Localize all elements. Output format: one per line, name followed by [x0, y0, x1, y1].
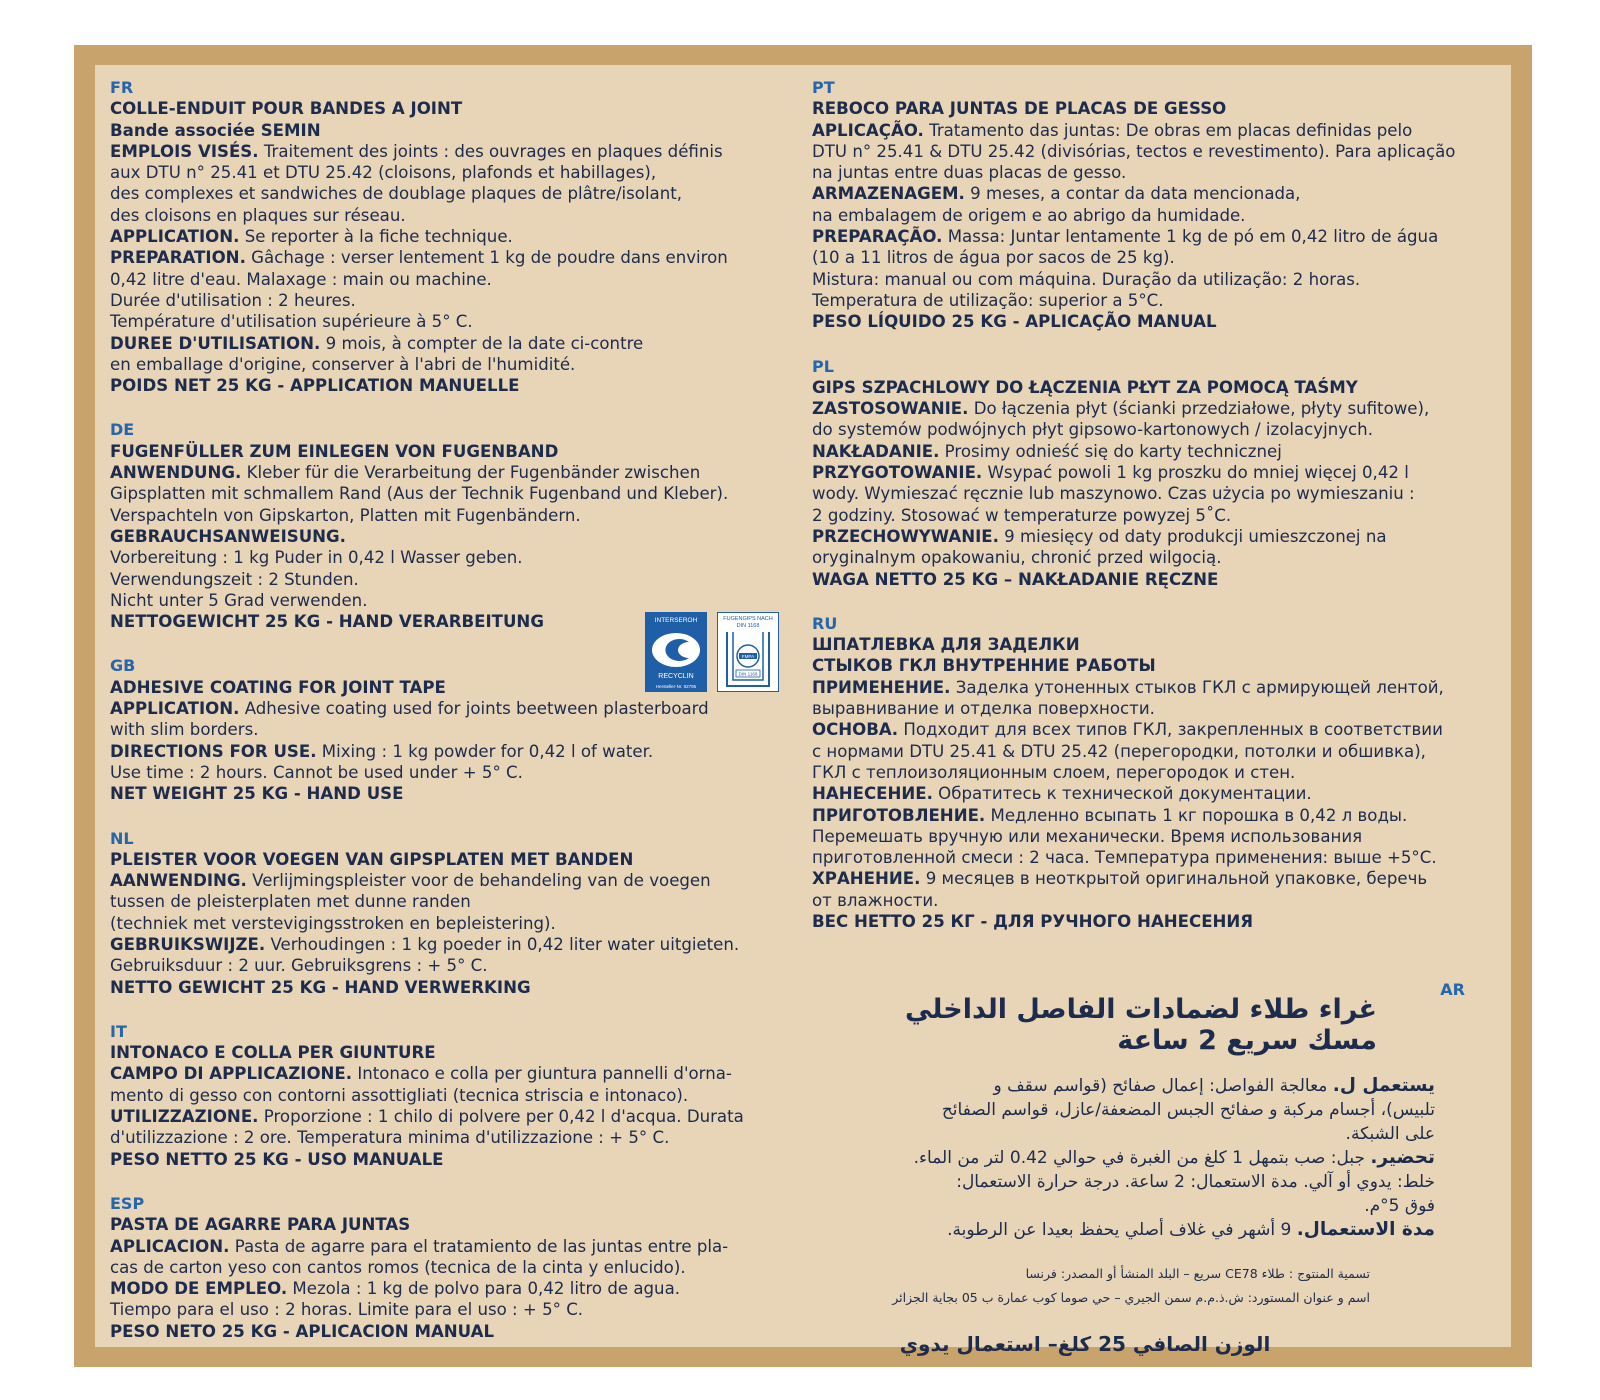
section-title: COLLE-ENDUIT POUR BANDES A JOINT [110, 99, 463, 119]
text-line: Mistura: manual ou com máquina. Duração da utilização: 2 horas. [812, 269, 1361, 289]
logo-text: RECYCLIN [658, 673, 694, 680]
right-column [812, 77, 1492, 955]
text-line: Gipsplatten mit schmallem Rand (Aus der Technik Fugenband und Kleber). [110, 484, 729, 504]
section-title: غراء طلاء لضمادات الفاصل الداخلي [904, 994, 1377, 1025]
text-line: فوق 5°م. [1364, 1196, 1435, 1216]
text-line: oryginalnym opakowaniu, chronić przed wilgocią. [812, 548, 1222, 568]
language-code: DE [110, 420, 135, 440]
section-ru [812, 613, 1492, 932]
language-code: PL [812, 356, 834, 376]
text-line: Use time : 2 hours. Cannot be used under + 5° C. [110, 762, 523, 782]
text-line: wody. Wymieszać ręcznie lub maszynowo. Czas użycia po wymieszaniu : [812, 484, 1415, 504]
section-title: INTONACO E COLLA PER GIUNTURE [110, 1043, 436, 1063]
section-title: مسك سريع 2 ساعة [1117, 1025, 1377, 1056]
section-title: СТЫКОВ ГКЛ ВНУТРЕННИЕ РАБОТЫ [812, 656, 1156, 676]
text-line: ПРИГОТОВЛЕНИЕ. Медленно всыпать 1 кг порошка в 0,42 л воды. [812, 805, 1408, 825]
text-line: مدة الاستعمال. 9 أشهر في غلاف أصلي يحفظ بعيدا عن الرطوبة. [947, 1219, 1435, 1240]
text-line: Nicht unter 5 Grad verwenden. [110, 590, 368, 610]
text-line: تحضير. جبل: صب بتمهل 1 كلغ من الغبرة في حوالي 0.42 لتر من الماء. [913, 1147, 1435, 1168]
text-line: НАНЕСЕНИЕ. Обратитесь к технической документации. [812, 784, 1312, 804]
text-line: يستعمل ل. معالجة الفواصل: إعمال صفائح (قواسم سقف و [993, 1075, 1435, 1096]
fugengips-din-logo [717, 612, 779, 692]
text-line: aux DTU n° 25.41 et DTU 25.42 (cloisons, plafonds et habillages), [110, 163, 657, 183]
net-weight: NETTO GEWICHT 25 KG - HAND VERWERKING [110, 977, 531, 997]
text-line: PRZECHOWYWANIE. 9 miesięcy od daty produkcji umieszczonej na [812, 526, 1387, 546]
section-subtitle: Bande associée SEMIN [110, 120, 321, 140]
text-line: от влажности. [812, 890, 939, 910]
text-line: ANWENDUNG. Kleber für die Verarbeitung der Fugenbänder zwischen [110, 463, 701, 483]
text-line: APLICACION. Pasta de agarre para el tratamiento de las juntas entre pla- [110, 1236, 729, 1256]
net-weight: PESO NETTO 25 KG - USO MANUALE [110, 1149, 444, 1169]
text-line: NAKŁADANIE. Prosimy odnieść się do karty technicznej [812, 441, 1282, 461]
text-line: Température d'utilisation supérieure à 5° C. [110, 312, 473, 332]
left-column [110, 77, 800, 1365]
text-line: na juntas entre duas placas de gesso. [812, 163, 1127, 183]
text-line: APPLICATION. Se reporter à la fiche technique. [110, 227, 513, 247]
language-code: AR [1440, 980, 1465, 999]
text-line: ХРАНЕНИЕ. 9 месяцев в неоткрытой оригинальной упаковке, беречь [812, 869, 1428, 889]
section-pt [812, 77, 1492, 333]
text-line: AANWENDING. Verlijmingspleister voor de behandeling van de voegen [110, 871, 711, 891]
text-line: PREPARATION. Gâchage : verser lentement 1 kg de poudre dans environ [110, 248, 728, 268]
text-line: (techniek met verstevigingsstroken en bepleistering). [110, 913, 556, 933]
section-title: ШПАТЛЕВКА ДЛЯ ЗАДЕЛКИ [812, 635, 1080, 655]
text-line: do systemów podwójnych płyt gipsowo-kartonowych / izolacyjnych. [812, 420, 1373, 440]
section-ar [815, 980, 1495, 1356]
text-line: خلط: يدوي أو آلي. مدة الاستعمال: 2 ساعة. درجة حرارة الاستعمال: [956, 1172, 1435, 1192]
net-weight: الوزن الصافي 25 كلغ– استعمال يدوي [899, 1332, 1271, 1356]
text-line: mento di gesso con contorni assottigliati (tecnica striscia e intonaco). [110, 1085, 689, 1105]
logo-text: FUGENGIPS NACH [723, 616, 773, 622]
language-code: IT [110, 1021, 127, 1041]
text-line: تلبيس)، أجسام مركبة و صفائح الجبس المضعفة/عازل، قواسم الصفائح [941, 1100, 1435, 1120]
section-esp [110, 1193, 800, 1342]
certification-logos [645, 612, 779, 692]
text-line: UTILIZZAZIONE. Proporzione : 1 chilo di polvere per 0,42 l d'acqua. Durata [110, 1107, 744, 1127]
text-line: ГКЛ с теплоизоляционным слоем, перегородок и стен. [812, 762, 1296, 782]
language-code: NL [110, 828, 134, 848]
section-it [110, 1021, 800, 1170]
text-line: على الشبكة. [1345, 1124, 1435, 1144]
net-weight: PESO NETO 25 KG - APLICACION MANUAL [110, 1321, 495, 1341]
text-line: GEBRUIKSWIJZE. Verhoudingen : 1 kg poeder in 0,42 liter water uitgieten. [110, 934, 740, 954]
logo-text: DIN 1168 [738, 671, 758, 677]
text-line: Перемешать вручную или механически. Время использования [812, 826, 1363, 846]
net-weight: WAGA NETTO 25 KG – NAKŁADANIE RĘCZNE [812, 569, 1219, 589]
text-line: Verwendungszeit : 2 Stunden. [110, 569, 359, 589]
net-weight: ВЕС НЕТТО 25 КГ - ДЛЯ РУЧНОГО НАНЕСЕНИЯ [812, 911, 1254, 931]
language-code: GB [110, 656, 136, 676]
label-frame [74, 45, 1532, 1367]
text-line: PREPARAÇÃO. Massa: Juntar lentamente 1 kg de pó em 0,42 litro de água [812, 227, 1439, 247]
section-title: REBOCO PARA JUNTAS DE PLACAS DE GESSO [812, 99, 1227, 119]
label-panel [95, 65, 1511, 1356]
text-line: GEBRAUCHSANWEISUNG. [110, 526, 346, 546]
text-line: ОСНОВА. Подходит для всех типов ГКЛ, закрепленных в соответствии [812, 720, 1443, 740]
text-line: приготовленной смеси : 2 часа. Температура применения: выше +5°С. [812, 848, 1437, 868]
text-line: Vorbereitung : 1 kg Puder in 0,42 l Wasser geben. [110, 548, 523, 568]
ar-product-info [815, 1262, 1435, 1310]
text-line: PRZYGOTOWANIE. Wsypać powoli 1 kg proszku do mniej więcej 0,42 l [812, 463, 1409, 483]
text-line: ARMAZENAGEM. 9 meses, a contar da data mencionada, [812, 184, 1301, 204]
text-line: Durée d'utilisation : 2 heures. [110, 290, 356, 310]
section-title: GIPS SZPACHLOWY DO ŁĄCZENIA PŁYT ZA POMOCĄ TAŚMY [812, 377, 1358, 397]
section-title: ADHESIVE COATING FOR JOINT TAPE [110, 677, 446, 697]
language-code: ESP [110, 1193, 145, 1213]
section-nl [110, 828, 800, 998]
logo-text: INTERSEROH [654, 617, 698, 624]
section-title: FUGENFÜLLER ZUM EINLEGEN VON FUGENBAND [110, 441, 559, 461]
net-weight: PESO LÍQUIDO 25 KG - APLICAÇÃO MANUAL [812, 312, 1217, 332]
logo-text: FMPA [741, 654, 755, 659]
text-line: 0,42 litre d'eau. Malaxage : main ou machine. [110, 269, 492, 289]
text-line: с нормами DTU 25.41 & DTU 25.42 (перегородки, потолки и обшивка), [812, 741, 1426, 761]
text-line: APPLICATION. Adhesive coating used for joints beetween plasterboard [110, 699, 709, 719]
text-line: DIRECTIONS FOR USE. Mixing : 1 kg powder for 0,42 l of water. [110, 741, 654, 761]
text-line: (10 a 11 litros de água por sacos de 25 kg). [812, 248, 1175, 268]
language-code: RU [812, 613, 838, 633]
text-line: ПРИМЕНЕНИЕ. Заделка утоненных стыков ГКЛ с армирующей лентой, [812, 677, 1444, 697]
text-line: with slim borders. [110, 720, 259, 740]
text-line: des complexes et sandwiches de doublage plaques de plâtre/isolant, [110, 184, 683, 204]
text-line: cas de carton yeso con cantos romos (tecnica de la cinta y enlucido). [110, 1257, 686, 1277]
text-line: APLICAÇÃO. Tratamento das juntas: De obras em placas definidas pelo [812, 120, 1413, 140]
interseroh-recyclin-logo [645, 612, 707, 692]
section-pl [812, 356, 1492, 590]
text-line: tussen de pleisterplaten met dunne randen [110, 892, 471, 912]
text-line: DUREE D'UTILISATION. 9 mois, à compter de la date ci-contre [110, 333, 644, 353]
ar-content [815, 980, 1495, 1356]
text-line: Tiempo para el uso : 2 horas. Limite para el uso : + 5° C. [110, 1300, 584, 1320]
text-line: تسمية المنتوج : طلاء CE78 سريع – البلد المنشأ أو المصدر: فرنسا [1025, 1266, 1370, 1281]
text-line: Verspachteln von Gipskarton, Platten mit Fugenbändern. [110, 505, 581, 525]
text-line: CAMPO DI APPLICAZIONE. Intonaco e colla per giuntura pannelli d'orna- [110, 1064, 732, 1084]
text-line: EMPLOIS VISÉS. Traitement des joints : des ouvrages en plaques définis [110, 141, 723, 161]
section-fr [110, 77, 800, 396]
language-code: PT [812, 78, 835, 97]
text-line: Temperatura de utilização: superior a 5°C. [812, 290, 1164, 310]
text-line: en emballage d'origine, conserver à l'abri de l'humidité. [110, 354, 576, 374]
language-code: FR [110, 78, 134, 97]
text-line: 2 godziny. Stosować w temperaturze powyzej 5˚C. [812, 505, 1232, 525]
text-line: DTU n° 25.41 & DTU 25.42 (divisórias, tectos e revestimento). Para aplicação [812, 141, 1456, 161]
text-line: d'utilizzazione : 2 ore. Temperatura minima d'utilizzazione : + 5° C. [110, 1128, 670, 1148]
net-weight: POIDS NET 25 KG - APPLICATION MANUELLE [110, 376, 520, 396]
text-line: Gebruiksduur : 2 uur. Gebruiksgrens : + 5° C. [110, 956, 488, 976]
text-line: MODO DE EMPLEO. Mezola : 1 kg de polvo para 0,42 litro de agua. [110, 1279, 681, 1299]
logo-text: DIN 1168 [736, 623, 760, 629]
net-weight: NETTOGEWICHT 25 KG - HAND VERARBEITUNG [110, 612, 544, 632]
text-line: выравнивание и отделка поверхности. [812, 699, 1155, 719]
text-line: des cloisons en plaques sur réseau. [110, 205, 406, 225]
text-line: ZASTOSOWANIE. Do łączenia płyt (ścianki przedziałowe, płyty sufitowe), [812, 399, 1430, 419]
section-de [110, 419, 800, 632]
section-title: PLEISTER VOOR VOEGEN VAN GIPSPLATEN MET BANDEN [110, 849, 634, 869]
text-line: اسم و عنوان المستورد: ش.ذ.م.م سمن الجيري – حي صوما كوب عمارة ب 05 بجاية الجزائر [892, 1290, 1370, 1305]
net-weight: NET WEIGHT 25 KG - HAND USE [110, 784, 404, 804]
ar-body [815, 1074, 1435, 1242]
text-line: na embalagem de origem e ao abrigo da humidade. [812, 205, 1246, 225]
logo-text: Hersteller-Nr. 92795 [655, 684, 697, 689]
section-title: PASTA DE AGARRE PARA JUNTAS [110, 1215, 411, 1235]
